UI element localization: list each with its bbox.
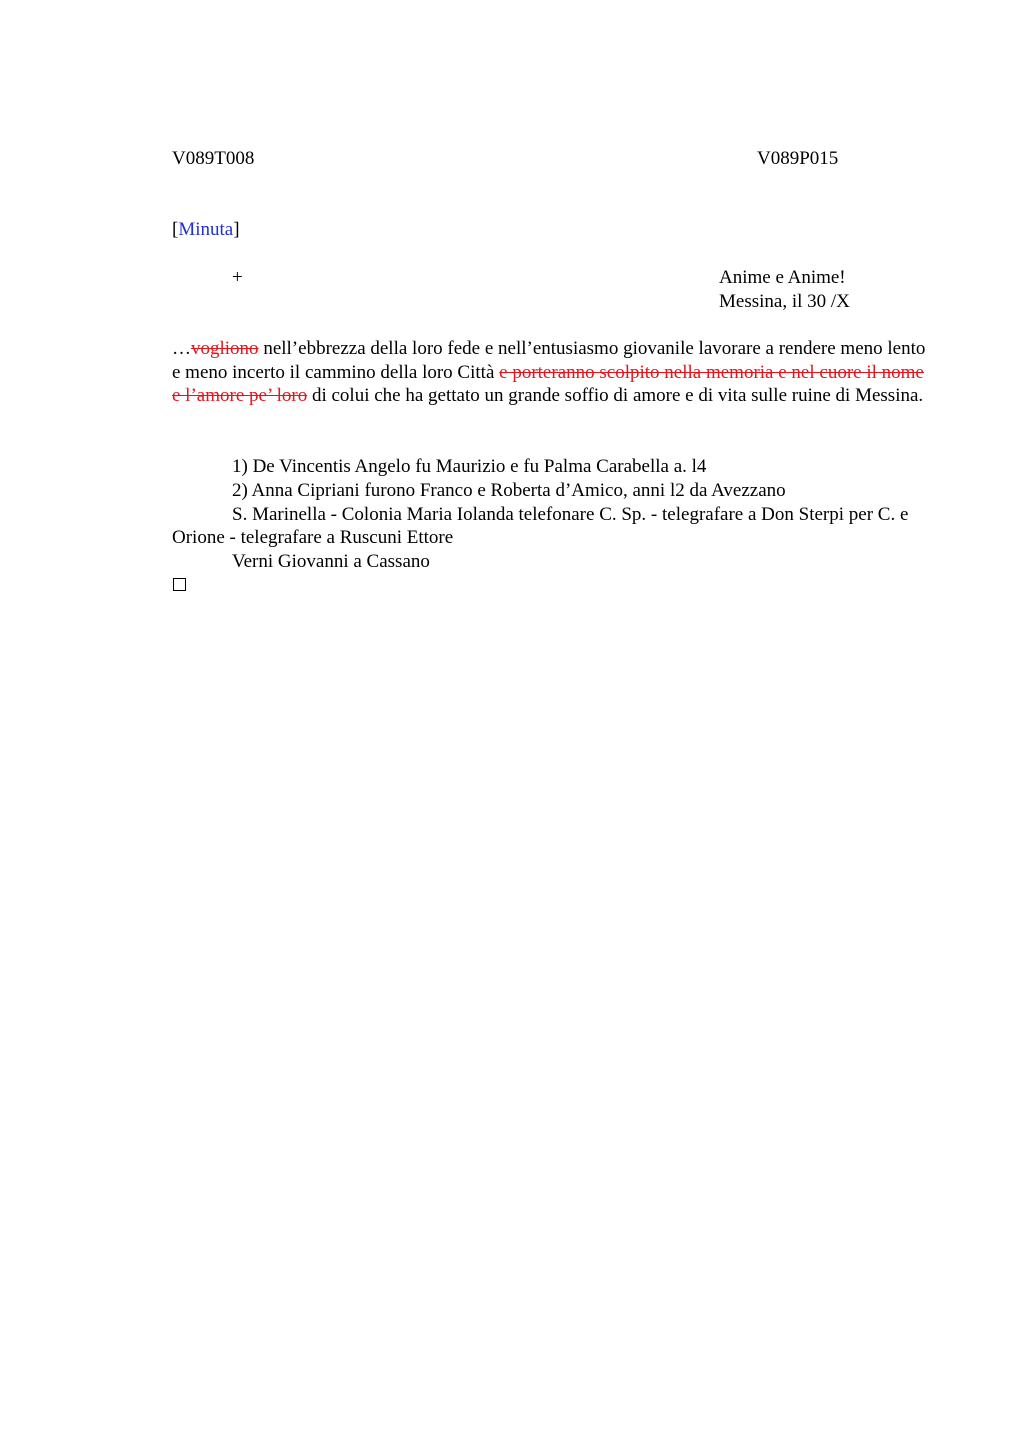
document-code-left: V089T008 (172, 148, 255, 169)
document-code-right: V089P015 (757, 148, 839, 169)
body-text-1: nell’ebbrezza della loro fede e nell’entusiasmo giovanile lavorare a rendere meno lento e meno incerto il cammino della loro Città (172, 338, 926, 383)
body-ellipsis: … (172, 338, 191, 359)
deleted-text-2: e porteranno scolpito nella memoria e nel cuore il nome e l’amore pe’ loro (172, 361, 924, 406)
deleted-text-1: vogliono (191, 338, 259, 359)
letter-title: Anime e Anime! (719, 267, 846, 288)
note-line-4: Verni Giovanni a Cassano (232, 551, 430, 573)
note-line-2: 2) Anna Cipriani furono Franco e Roberta d’Amico, anni l2 da Avezzano (232, 479, 786, 501)
minuta-label (172, 218, 240, 241)
note-line-3: S. Marinella - Colonia Maria Iolanda telefonare C. Sp. - telegrafare a Don Sterpi per C. e Orione - telegrafare a Ruscuni Ettore (172, 503, 909, 549)
minuta-link[interactable]: Minuta (178, 219, 234, 240)
empty-square-icon (172, 578, 188, 594)
letter-body-paragraph (172, 337, 932, 408)
body-text-2: di colui che ha gettato un grande soffio di amore e di vita sulle ruine di Messina. (307, 385, 924, 406)
note-line-1: 1) De Vincentis Angelo fu Maurizio e fu Palma Carabella a. l4 (232, 456, 707, 477)
notes-list (172, 455, 932, 574)
cross-mark: + (232, 267, 243, 288)
minuta-close-bracket: ] (233, 219, 240, 240)
minuta-open-bracket: [ (172, 219, 179, 240)
letter-place-date: Messina, il 30 /X (719, 291, 850, 312)
letter-heading (719, 266, 850, 314)
